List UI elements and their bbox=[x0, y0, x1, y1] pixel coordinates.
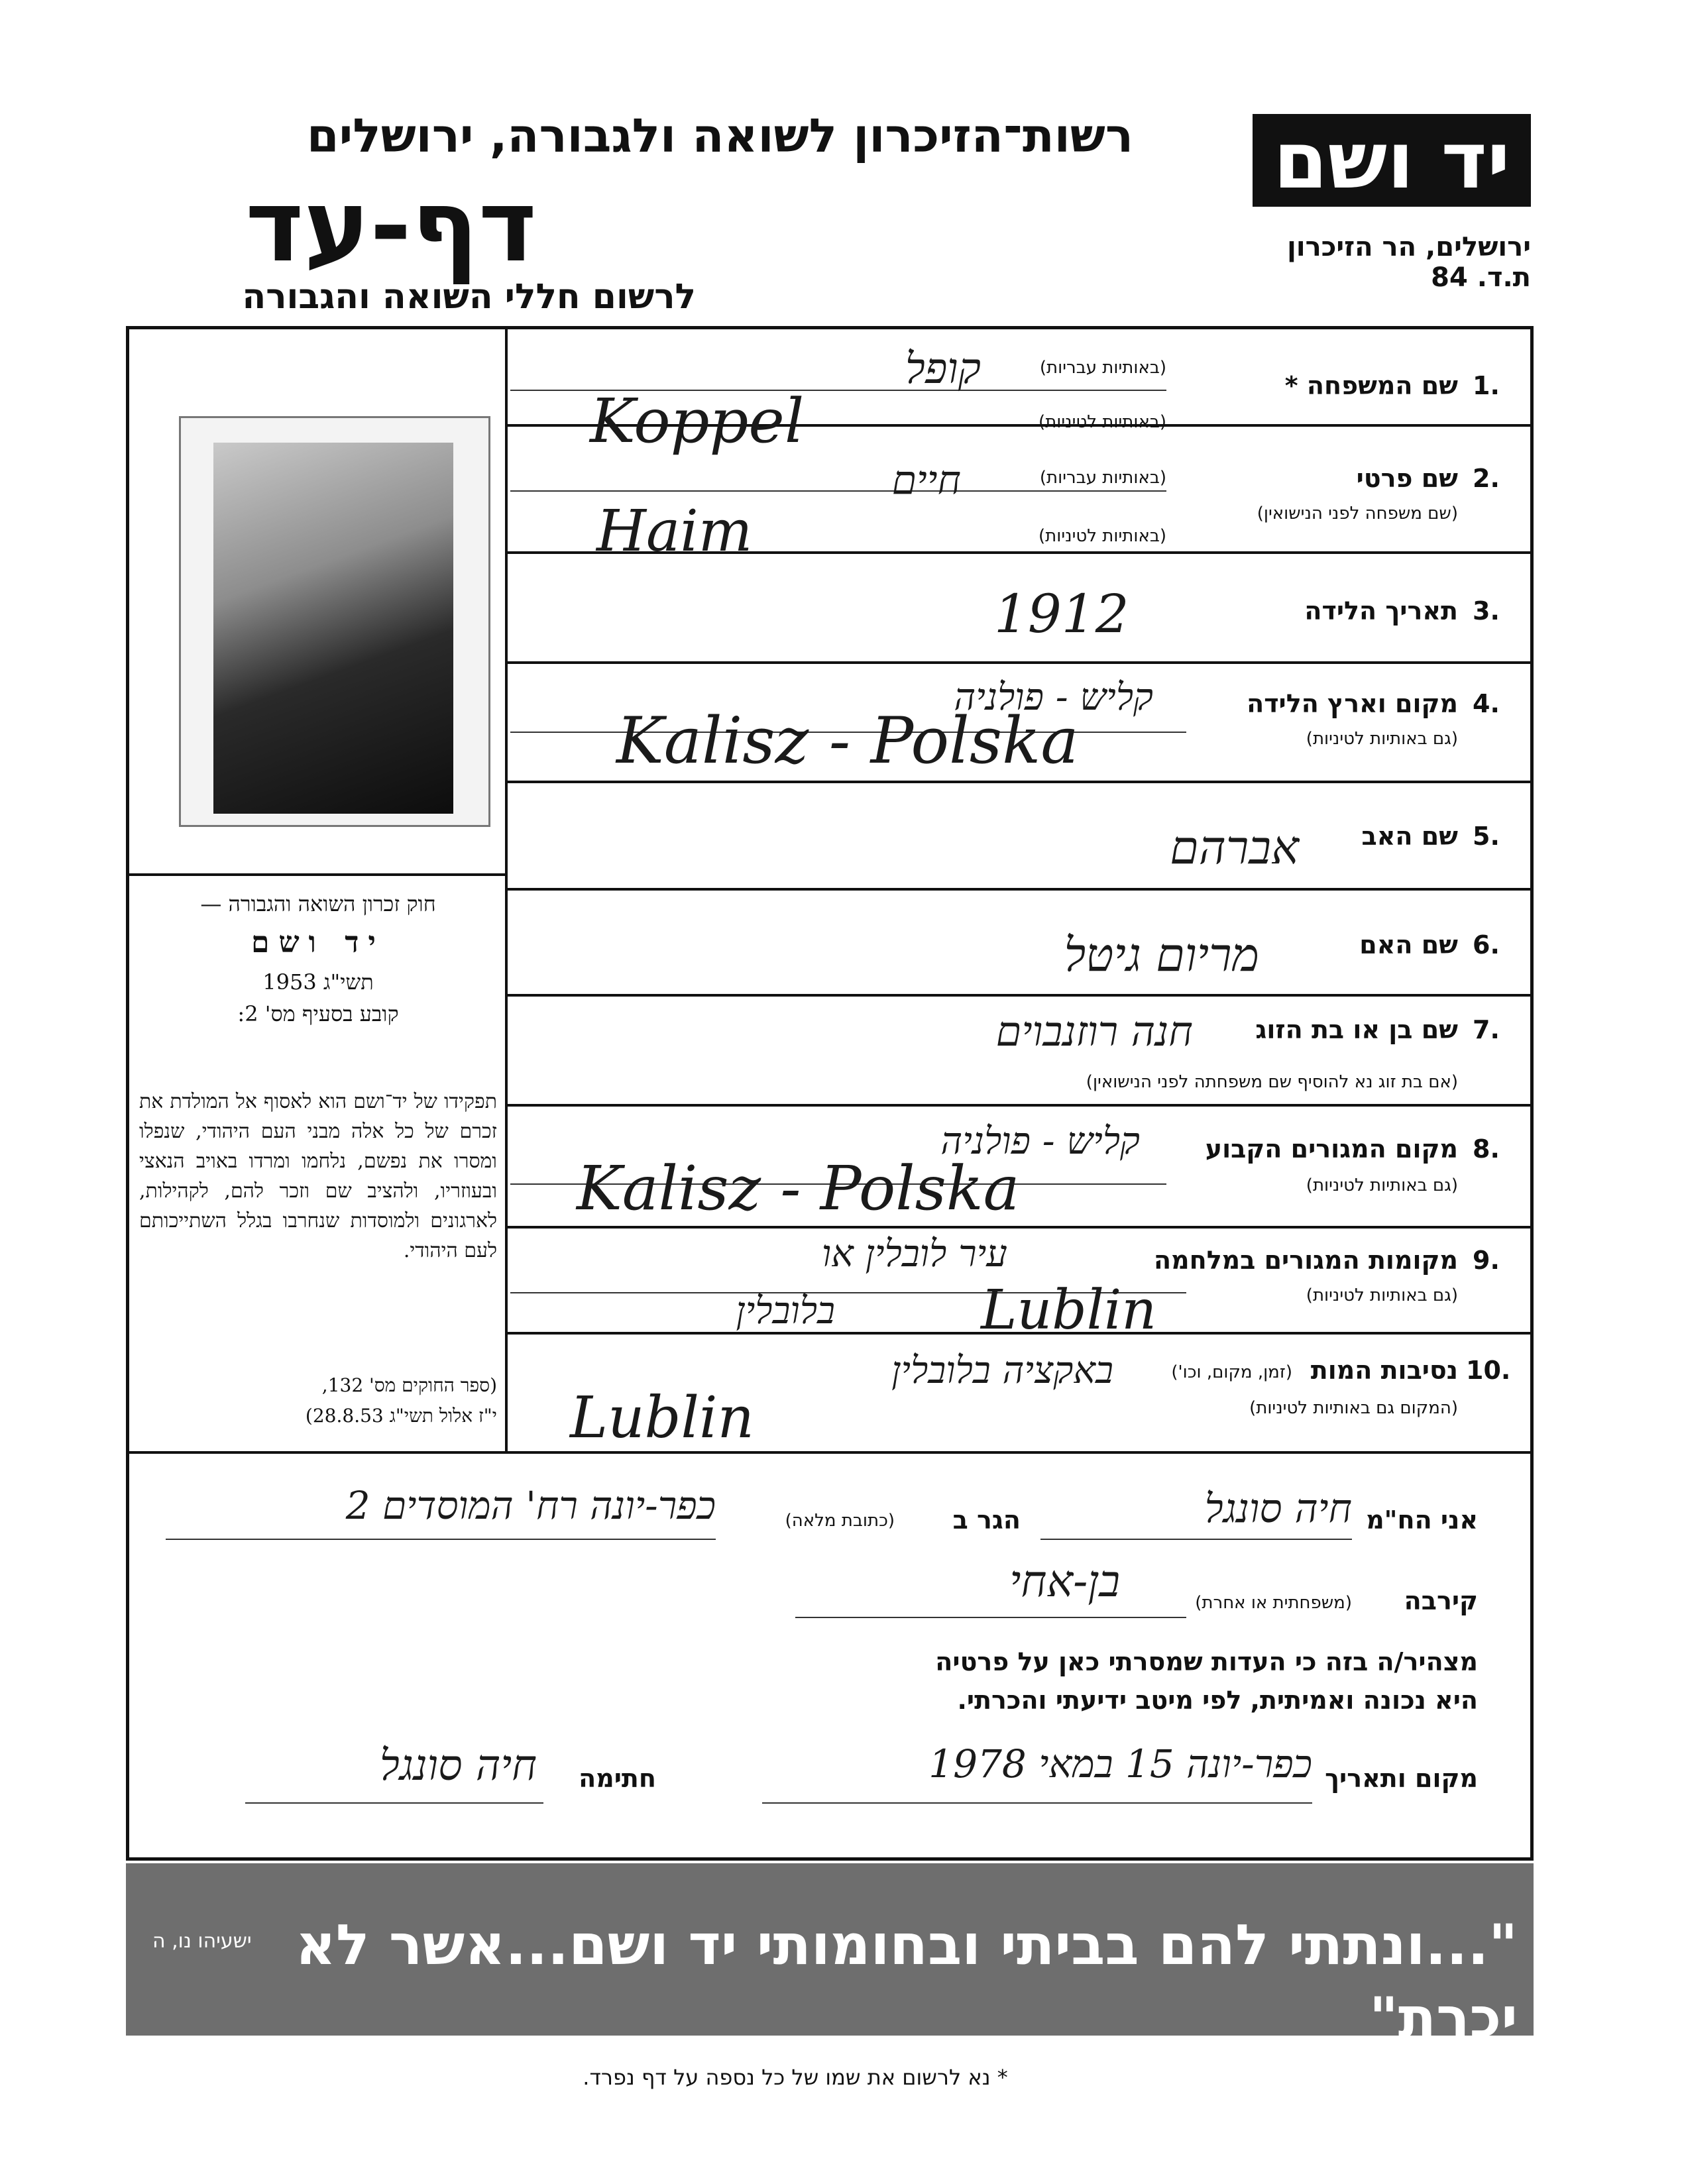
field-8-number: 8. bbox=[1473, 1134, 1500, 1164]
relation-note: (משפחתית או אחרת) bbox=[1195, 1593, 1352, 1613]
row-divider bbox=[505, 1104, 1534, 1107]
field-1-hint-heb: (באותיות עבריות) bbox=[1039, 358, 1166, 378]
field-10-value-lat: Lublin bbox=[570, 1385, 754, 1451]
field-1-number: 1. bbox=[1473, 371, 1500, 400]
page-title: דף-עד bbox=[245, 169, 537, 284]
law-year: תשי"ג 1953 bbox=[262, 969, 374, 995]
field-2-value-lat: Haim bbox=[596, 498, 753, 565]
field-8-value-lat: Kalisz - Polska bbox=[577, 1153, 1020, 1224]
footnote: * נא לרשום את שמו של כל נספה על דף נפרד. bbox=[583, 2065, 1008, 2090]
banner-source: ישעיהו נו, ה bbox=[152, 1930, 252, 1953]
field-10-number: 10. bbox=[1466, 1356, 1511, 1385]
law-reference bbox=[139, 1370, 497, 1431]
field-7-label: שם בן או בת הזוג bbox=[1255, 1015, 1458, 1044]
field-1-value-lat: Koppel bbox=[590, 386, 805, 457]
address-block bbox=[1206, 232, 1531, 293]
portrait-photo bbox=[213, 443, 453, 814]
row-divider bbox=[505, 661, 1534, 664]
field-1-label: שם המשפחה * bbox=[1284, 371, 1458, 400]
field-2-number: 2. bbox=[1473, 464, 1500, 493]
place-date-label: מקום ותאריך bbox=[1325, 1764, 1478, 1793]
field-9-number: 9. bbox=[1473, 1246, 1500, 1275]
yad-vashem-logo: יד ושם bbox=[1253, 114, 1531, 207]
row-divider bbox=[505, 1226, 1534, 1228]
field-3-number: 3. bbox=[1473, 596, 1500, 626]
field-2-note: (שם משפחה לפני הנישואין) bbox=[1257, 504, 1458, 523]
signature-label: חתימה bbox=[579, 1764, 656, 1793]
law-name: יד ושם bbox=[251, 926, 385, 959]
field-10-note: (המקום גם באותיות לטיניות) bbox=[1249, 1398, 1458, 1418]
law-box bbox=[139, 888, 497, 1030]
resides-note: (כתובת מלאה) bbox=[785, 1511, 895, 1531]
field-7-note: (אם בת זוג נא להוסיף שם משפחתה לפני הנישואין) bbox=[1086, 1072, 1458, 1092]
field-4-value-heb: קליש - פולניה bbox=[954, 676, 1153, 719]
law-clause: קובע בסעיף מס' 2: bbox=[237, 1001, 399, 1026]
resides-label: הגר ב bbox=[952, 1505, 1021, 1535]
field-9-value-lat: Lublin bbox=[981, 1279, 1157, 1342]
field-2-hint-heb: (באותיות עבריות) bbox=[1039, 468, 1166, 488]
field-5-label: שם האב bbox=[1361, 822, 1458, 851]
write-line bbox=[245, 1802, 543, 1804]
row-divider bbox=[505, 994, 1534, 997]
field-8-note: (גם באותיות לטיניות) bbox=[1306, 1175, 1458, 1195]
field-9-value-heb-2: בלובלין bbox=[736, 1289, 835, 1333]
field-7-number: 7. bbox=[1473, 1015, 1500, 1044]
field-2-hint-lat: (באותיות לטיניות) bbox=[1038, 526, 1166, 546]
write-line bbox=[166, 1539, 716, 1540]
field-4-note: (גם באותיות לטיניות) bbox=[1306, 729, 1458, 749]
statement-line-1: מצהיר/ה בזה כי העדות שמסרתי כאן על פרטיה bbox=[935, 1647, 1478, 1676]
field-4-number: 4. bbox=[1473, 689, 1500, 718]
law-ref-2: י"ז אלול תשי"ג 28.8.53) bbox=[305, 1405, 497, 1427]
law-text: תפקידו של יד־ושם הוא לאסוף אל המולדת את זכרם של כל אלה מבני העם היהודי, שנפלו ומסרו את נפשם, נלחמו ומרדו באויב הנאצי ובעוזריו, ולהציב שם וזכר להם, לקהילות, לארגונים ולמוסדות שנחרבו בגלל השתייכותם לעם היהודי. bbox=[139, 1090, 497, 1262]
field-8-value-heb: קליש - פולניה bbox=[940, 1120, 1140, 1163]
field-4-label: מקום וארץ הלידה bbox=[1247, 689, 1458, 718]
field-2-value-heb: חיים bbox=[891, 457, 961, 504]
field-4-value-lat: Kalisz - Polska bbox=[616, 704, 1079, 778]
field-8-label: מקום המגורים הקבוע bbox=[1205, 1134, 1458, 1164]
field-1-hint-lat: (באותיות לטיניות) bbox=[1038, 412, 1166, 432]
write-line bbox=[762, 1802, 1312, 1804]
field-6-label: שם האם bbox=[1359, 930, 1458, 959]
address-line-2: ת.ד. 84 bbox=[1431, 262, 1531, 293]
declarant-address: כפר-יונה רח' המוסדים 2 bbox=[345, 1483, 716, 1528]
field-7-value: חנה רוזנבוים bbox=[995, 1007, 1193, 1056]
field-6-value: מריום גיטל bbox=[1064, 928, 1259, 982]
field-3-value: 1912 bbox=[994, 583, 1129, 645]
field-6-number: 6. bbox=[1473, 930, 1500, 959]
declarant-name: חיה סונגל bbox=[1204, 1486, 1352, 1532]
declarant-label: אני הח"מ bbox=[1366, 1505, 1478, 1535]
law-heading: חוק זכרון השואה והגבורה — bbox=[200, 891, 436, 916]
authority-name: רשות־הזיכרון לשואה ולגבורה, ירושלים bbox=[306, 109, 1133, 163]
relation-label: קירבה bbox=[1404, 1586, 1478, 1615]
field-10-value-heb: באקציה בלובלין bbox=[891, 1349, 1113, 1392]
page-subtitle: לרשום חללי השואה והגבורה bbox=[242, 277, 696, 317]
field-10-label-note: (זמן, מקום, וכו') bbox=[1171, 1362, 1292, 1382]
banner-quote: "...ונתתי להם בביתי ובחומותי יד ושם...אשר לא יכרת" bbox=[295, 1912, 1518, 2050]
field-2-label: שם פרטי bbox=[1356, 464, 1458, 493]
field-1-value-heb: קופל bbox=[905, 345, 981, 394]
section-divider bbox=[126, 1451, 1534, 1454]
field-9-label: מקומות המגורים במלחמה bbox=[1153, 1246, 1458, 1275]
field-9-note: (גם באותיות לטיניות) bbox=[1306, 1285, 1458, 1305]
field-3-label: תאריך הלידה bbox=[1304, 596, 1458, 626]
signature-value: חיה סונגל bbox=[379, 1741, 537, 1790]
photo-law-divider bbox=[126, 873, 506, 876]
row-divider bbox=[505, 888, 1534, 891]
write-line bbox=[795, 1617, 1186, 1618]
field-10-label: נסיבות המות bbox=[1310, 1356, 1458, 1385]
field-9-value-heb-1: עיר לובלין או bbox=[821, 1232, 1007, 1276]
field-5-value: אברהם bbox=[1170, 820, 1299, 875]
law-ref-1: (ספר החוקים מס' 132, bbox=[321, 1374, 497, 1396]
row-divider bbox=[505, 781, 1534, 783]
statement-line-2: היא נכונה ואמיתית, לפי מיטב ידיעתי והכרתי. bbox=[957, 1686, 1478, 1715]
place-date-value: כפר-יונה 15 במאי 1978 bbox=[928, 1741, 1312, 1786]
field-5-number: 5. bbox=[1473, 822, 1500, 851]
write-line bbox=[1040, 1539, 1352, 1540]
address-line-1: ירושלים, הר הזיכרון bbox=[1287, 232, 1531, 262]
relation-value: בן-אחי bbox=[1009, 1556, 1120, 1607]
